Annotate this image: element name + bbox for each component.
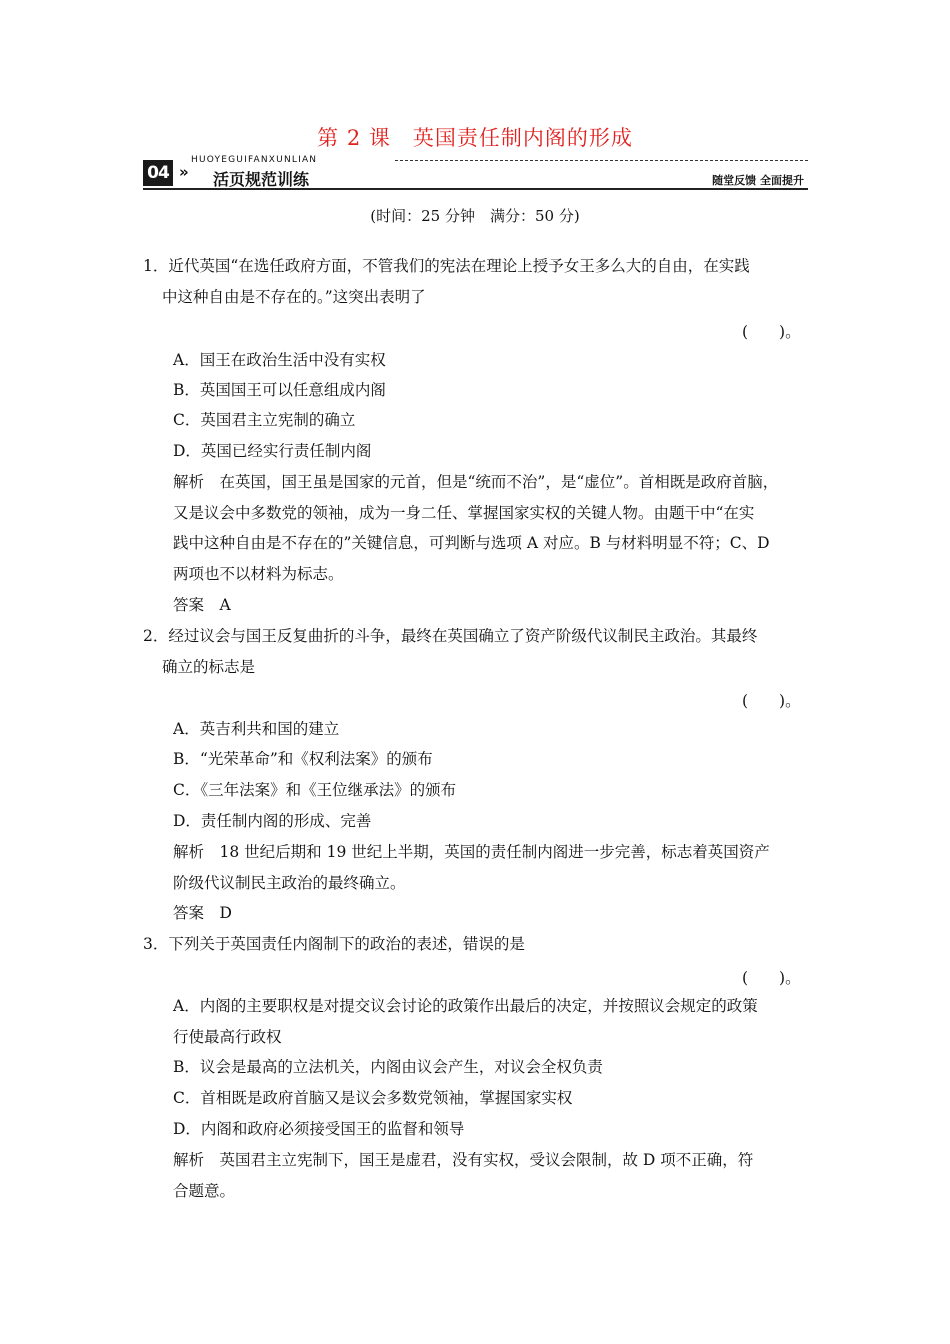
explanation: 解析 英国君主立宪制下，国王是虚君，没有实权，受议会限制，故 D 项不正确，符 — [173, 1151, 754, 1169]
banner-rule — [143, 188, 808, 190]
time-note: (时间：25 分钟 满分：50 分) — [370, 207, 580, 225]
option-a-cont: 行使最高行政权 — [173, 1028, 282, 1046]
explanation: 解析 18 世纪后期和 19 世纪上半期，英国的责任制内阁进一步完善，标志着英国资产 — [173, 843, 770, 861]
option-b: B．“光荣革命”和《权利法案》的颁布 — [173, 750, 433, 768]
option-d: D．英国已经实行责任制内阁 — [173, 442, 372, 460]
answer: 答案 A — [173, 596, 231, 614]
explanation-cont: 又是议会中多数党的领袖，成为一身二任、掌握国家实权的关键人物。由题干中“在实 — [173, 504, 755, 522]
question-2-stem-cont: 确立的标志是 — [162, 658, 256, 676]
answer: 答案 D — [173, 904, 232, 922]
answer-blank: ( )。 — [742, 692, 801, 710]
option-d: D．责任制内阁的形成、完善 — [173, 812, 372, 830]
section-slogan: 随堂反馈 全面提升 — [712, 174, 804, 187]
question-2-stem: 2．经过议会与国王反复曲折的斗争，最终在英国确立了资产阶级代议制民主政治。其最终 — [143, 627, 758, 645]
option-a: A．英吉利共和国的建立 — [173, 720, 340, 738]
option-c: C．首相既是政府首脑又是议会多数党领袖，掌握国家实权 — [173, 1089, 573, 1107]
section-name: 活页规范训练 — [213, 170, 310, 189]
option-c: C．英国君主立宪制的确立 — [173, 411, 356, 429]
section-pinyin: HUOYEGUIFANXUNLIAN — [191, 155, 318, 165]
question-1-stem: 1．近代英国“在选任政府方面，不管我们的宪法在理论上授予女王多么大的自由，在实践 — [143, 257, 750, 275]
option-b: B．英国国王可以任意组成内阁 — [173, 381, 386, 399]
option-a: A．国王在政治生活中没有实权 — [173, 351, 386, 369]
page-title: 第 2 课 英国责任制内阁的形成 — [317, 126, 633, 150]
section-number-badge: 04 — [143, 160, 173, 186]
explanation-cont: 阶级代议制民主政治的最终确立。 — [173, 874, 406, 892]
explanation-cont: 两项也不以材料为标志。 — [173, 565, 344, 583]
explanation-cont: 合题意。 — [173, 1182, 236, 1200]
option-b: B．议会是最高的立法机关，内阁由议会产生，对议会全权负责 — [173, 1058, 603, 1076]
answer-blank: ( )。 — [742, 969, 801, 987]
explanation: 解析 在英国，国王虽是国家的元首，但是“统而不治”，是“虚位”。首相既是政府首脑， — [173, 473, 779, 491]
question-1-stem-cont: 中这种自由是不存在的。”这突出表明了 — [162, 288, 426, 306]
question-3-stem: 3．下列关于英国责任内阁制下的政治的表述，错误的是 — [143, 935, 525, 953]
option-c: C．《三年法案》和《王位继承法》的颁布 — [173, 781, 457, 799]
answer-blank: ( )。 — [742, 323, 801, 341]
section-banner — [143, 155, 808, 191]
option-a: A．内阁的主要职权是对提交议会讨论的政策作出最后的决定，并按照议会规定的政策 — [173, 997, 758, 1015]
option-d: D．内阁和政府必须接受国王的监督和领导 — [173, 1120, 465, 1138]
explanation-cont: 践中这种自由是不存在的”关键信息，可判断与选项 A 对应。B 与材料明显不符；C、D — [173, 534, 770, 552]
chevron-icon: » — [179, 163, 189, 181]
dashed-divider — [395, 160, 808, 161]
